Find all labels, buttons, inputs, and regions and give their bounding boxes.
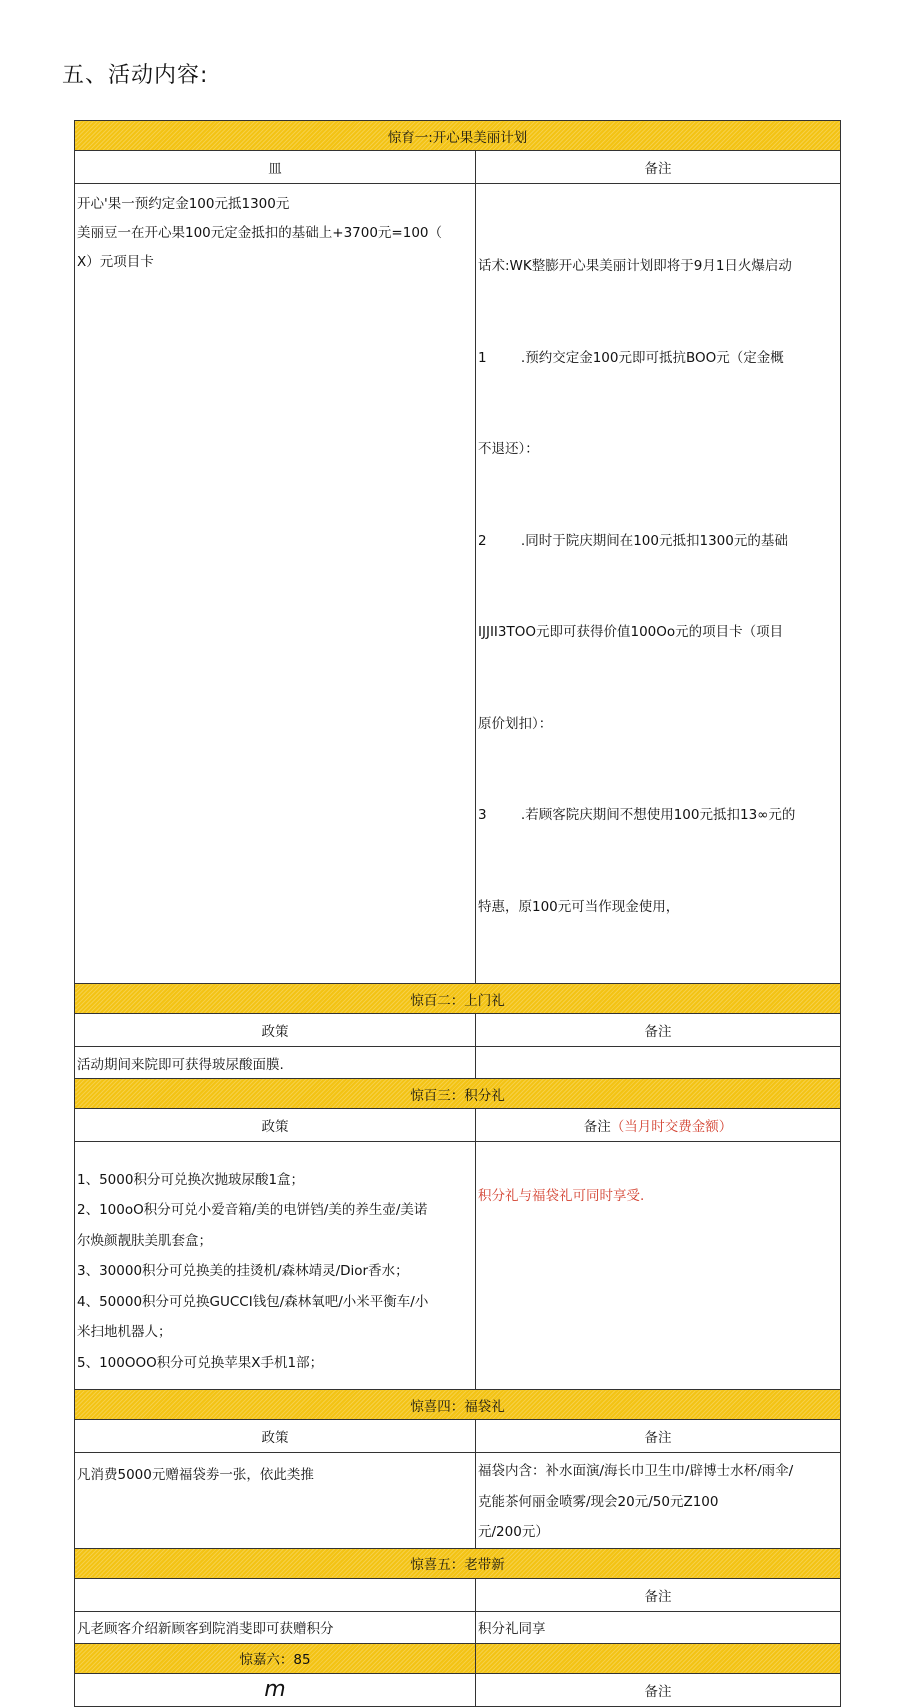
section-1-policy-cell (75, 184, 476, 984)
note-line: 克能茶何丽金喷雾/现会20元/50元Z100 (478, 1493, 719, 1510)
policy-line: 凡消费5000元赠福袋劵一张，依此类推 (77, 1467, 314, 1483)
section-1-note-cell (476, 184, 841, 984)
section-6-title-blank (476, 1643, 841, 1673)
note-line: 不退还）： (478, 441, 539, 457)
section-1-col1-header: 皿 (75, 151, 476, 184)
page-heading: 五、活动内容: (62, 63, 209, 88)
policy-line: 2、100oO积分可兑小爱音箱/美的电饼铛/美的养生壶/美诺 (77, 1202, 428, 1219)
note-line: 福袋内含：补水面演/海长巾卫生巾/辟博士水杯/雨伞/ (478, 1463, 794, 1479)
section-5-policy-cell (75, 1611, 476, 1643)
section-5-col1-header (75, 1578, 476, 1611)
note-line: IJJII3TOO元即可获得价值100Oo元的项目卡（项目 (478, 624, 784, 640)
policy-line: 尔焕颜靓肤美肌套盒； (77, 1232, 212, 1249)
policy-line: X）元项目卡 (77, 254, 154, 270)
section-2-policy-cell (75, 1047, 476, 1079)
policy-line: 米扫地机器人； (77, 1324, 172, 1341)
section-3-note-cell (476, 1142, 841, 1390)
section-2-col1-header: 政策 (75, 1014, 476, 1047)
note-line: 3 .若顾客院庆期间不想使用100元抵扣13∞元的 (478, 807, 796, 823)
section-3-col1-header: 政策 (75, 1109, 476, 1142)
section-3-col2-header (476, 1109, 841, 1142)
section-3-policy-cell (75, 1142, 476, 1390)
section-5-note-cell (476, 1611, 841, 1643)
policy-line: 1、5000积分可兑换次抛玻尿酸1盒； (77, 1171, 305, 1188)
note-line: 原价划扣）： (478, 715, 553, 732)
note-line: 特惠，原100元可当作现金使用， (478, 898, 680, 915)
policy-line: 美丽豆一在开心果100元定金抵扣的基础上+3700元=100（ (77, 225, 443, 241)
section-2-col2-header: 备注 (476, 1014, 841, 1047)
section-5-col2-header: 备注 (476, 1578, 841, 1611)
policy-line: 4、50000积分可兑换GUCCI钱包/森林氧吧/小米平衡车/小 (77, 1293, 429, 1310)
note-line: 积分礼与福袋礼可同时享受. (478, 1188, 645, 1204)
section-2-title: 惊百二：上门礼 (75, 984, 841, 1014)
policy-line: 开心'果一预约定金100元抵1300元 (77, 196, 290, 212)
note-line: 2 .同时于院庆期间在100元抵扣1300元的基础 (478, 532, 788, 549)
policy-line: 凡老顾客介绍新顾客到院消斐即可获赠积分 (77, 1621, 334, 1637)
note-line: 元/200元） (478, 1524, 549, 1540)
section-4-note-cell (476, 1453, 841, 1549)
section-1-col2-header: 备注 (476, 151, 841, 184)
policy-line: 5、100OOO积分可兑换苹果X手机1部； (77, 1354, 324, 1371)
section-6-col2-header: 备注 (476, 1673, 841, 1706)
section-4-col1-header: 政策 (75, 1420, 476, 1453)
section-1-title: 惊育一:开心果美丽计划 (75, 121, 841, 151)
section-4-title: 惊喜四：福袋礼 (75, 1390, 841, 1420)
activity-table (74, 120, 841, 1707)
policy-line: 活动期间来院即可获得玻尿酸面膜. (77, 1056, 284, 1073)
note-line: 话术:WK整膨开心果美丽计划即将于9月1日火爆启动 (478, 258, 792, 274)
section-2-note-cell (476, 1047, 841, 1079)
note-line: 1 .预约交定金100元即可抵抗BOO元（定金概 (478, 349, 784, 366)
section-6-title: 惊嘉六：85 (75, 1643, 476, 1673)
section-3-title: 惊百三：积分礼 (75, 1079, 841, 1109)
section-4-policy-cell (75, 1453, 476, 1549)
section-5-title: 惊喜五：老带新 (75, 1548, 841, 1578)
section-4-col2-header: 备注 (476, 1420, 841, 1453)
note-header-qualifier: （当月时交费金额） (610, 1119, 733, 1135)
section-6-col1-header: m (75, 1673, 476, 1706)
note-line: 积分礼同享 (478, 1621, 546, 1637)
policy-line: 3、30000积分可兑换美的挂烫机/森林靖灵/Dior香水； (77, 1263, 409, 1280)
note-header-label: 备注 (583, 1119, 611, 1135)
